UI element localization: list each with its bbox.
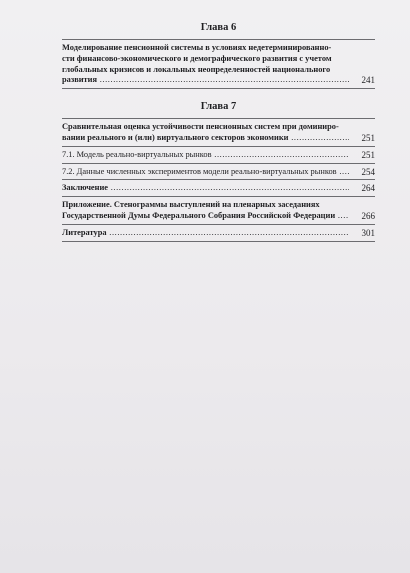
chapter-6-title: Глава 6 — [200, 22, 237, 33]
page-number: 241 — [361, 75, 375, 86]
leader-dots — [97, 75, 349, 84]
entry-line: вании реального и (или) виртуального секторов экономики — [62, 132, 289, 142]
entry-text: 7.2. Данные численных экспериментов модели реально-виртуальных рынков — [62, 166, 337, 176]
entry-text: Литература — [62, 227, 107, 237]
entry-line: развития — [62, 75, 98, 85]
divider — [62, 241, 375, 242]
toc-entry-literature — [62, 225, 375, 241]
divider — [62, 88, 375, 89]
leader-dots — [289, 133, 350, 142]
entry-text: Заключение — [62, 183, 109, 193]
page-number: 301 — [361, 227, 375, 238]
entry-line: Приложение. Стенограммы выступлений на пленарных заседаниях — [62, 200, 320, 210]
entry-text: 7.1. Модель реально-виртуальных рынков — [62, 149, 212, 159]
toc-entry-7-2 — [62, 164, 375, 180]
toc-entry-appendix — [62, 197, 375, 224]
toc-entry-chapter-6 — [62, 40, 375, 88]
leader-dots — [107, 228, 349, 237]
leader-dots — [108, 183, 349, 192]
leader-dots — [337, 167, 349, 176]
page-number: 254 — [361, 166, 375, 177]
page-number: 251 — [361, 132, 375, 143]
entry-line: глобальных кризисов и локальных неопределенностей национального — [62, 64, 331, 74]
toc-entry-conclusion — [62, 180, 375, 196]
toc-entry-chapter-7 — [62, 119, 375, 146]
page-number: 251 — [361, 149, 375, 160]
entry-line: Государственной Думы Федерального Собрания Российской Федерации — [62, 210, 336, 220]
leader-dots — [335, 211, 349, 220]
entry-line: Сравнительная оценка устойчивости пенсионных систем при доминиро- — [62, 122, 339, 132]
table-of-contents — [62, 22, 375, 242]
page-number: 266 — [361, 210, 375, 221]
chapter-7-title: Глава 7 — [200, 101, 237, 113]
entry-line: Моделирование пенсионной системы в условиях недетерминированно- — [62, 43, 332, 52]
leader-dots — [212, 150, 349, 159]
toc-entry-7-1 — [62, 147, 375, 163]
page-number: 264 — [361, 183, 375, 194]
entry-line: сти финансово-экономического и демографического развития с учетом — [62, 53, 332, 63]
